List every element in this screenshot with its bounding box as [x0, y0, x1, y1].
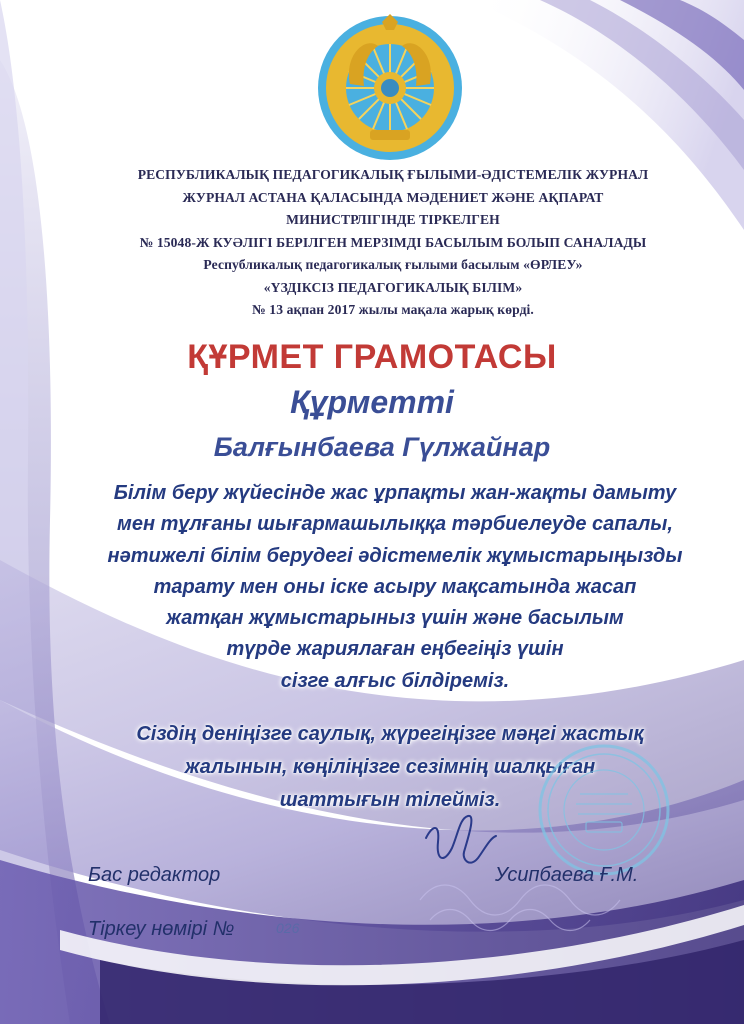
orleu-round-stamp-icon — [536, 742, 672, 878]
header-line: «ҮЗДІКСІЗ ПЕДАГОГИКАЛЫҚ БІЛІМ» — [263, 279, 523, 295]
registration-label: Тіркеу нөмірі № — [88, 918, 235, 940]
header-line: № 13 ақпан 2017 жылы мақала жарық көрді. — [252, 302, 534, 317]
header-line: Республикалық педагогикалық ғылыми басылым «ӨРЛЕУ» — [203, 257, 583, 272]
gratitude-line: тарату мен оны іске асыру мақсатында жасап — [153, 575, 637, 598]
gratitude-line: Білім беру жүйесінде жас ұрпақты жан-жақты дамыту — [113, 482, 677, 504]
registration-number: 026 — [276, 920, 300, 936]
kazakhstan-state-emblem-icon — [316, 14, 464, 162]
gratitude-line: жатқан жұмыстарыныз үшін және басылым — [166, 607, 624, 630]
honored-salutation: Құрметті — [290, 384, 454, 420]
header-line: № 15048-Ж КУӘЛІГІ БЕРІЛГЕН МЕРЗІМДІ БАСЫЛЫМ БОЛЫП САНАЛАДЫ — [139, 234, 647, 250]
header-line: РЕСПУБЛИКАЛЫҚ ПЕДАГОГИКАЛЫҚ ҒЫЛЫМИ-ӘДІСТЕМЕЛІК ЖУРНАЛ — [137, 167, 649, 182]
wishes-line: шаттығын тілейміз. — [279, 789, 501, 811]
editor-label: Бас редактор — [88, 864, 221, 886]
editor-signature-icon — [418, 808, 500, 872]
gratitude-line: сізге алғыс білдіреміз. — [280, 669, 510, 692]
wishes-line: Сіздің деніңізге саулық, жүрегіңізге мәңгі жастық — [136, 723, 644, 745]
gratitude-text — [40, 478, 744, 697]
recipient-name: Балғынбаева Гүлжайнар — [213, 432, 551, 462]
header-line: ЖУРНАЛ АСТАНА ҚАЛАСЫНДА МӘДЕНИЕТ ЖӘНЕ АҚПАРАТ — [182, 189, 604, 205]
certificate-title: ҚҰРМЕТ ГРАМОТАСЫ — [187, 338, 557, 376]
gratitude-line: нәтижелі білім берудегі әдістемелік жұмыстарыңызды — [107, 544, 683, 567]
wishes-line: жалынын, көңіліңізге сезімнің шалқыған — [184, 756, 596, 778]
gratitude-line: мен тұлғаны шығармашылыққа тәрбиелеуде сапалы, — [117, 513, 673, 536]
header-line: МИНИСТРЛІГІНДЕ ТІРКЕЛГЕН — [286, 212, 500, 227]
gratitude-line: түрде жариялаған еңбегіңіз үшін — [226, 638, 564, 661]
journal-header — [70, 164, 716, 322]
editor-name: Усипбаева Ғ.М. — [495, 864, 639, 886]
